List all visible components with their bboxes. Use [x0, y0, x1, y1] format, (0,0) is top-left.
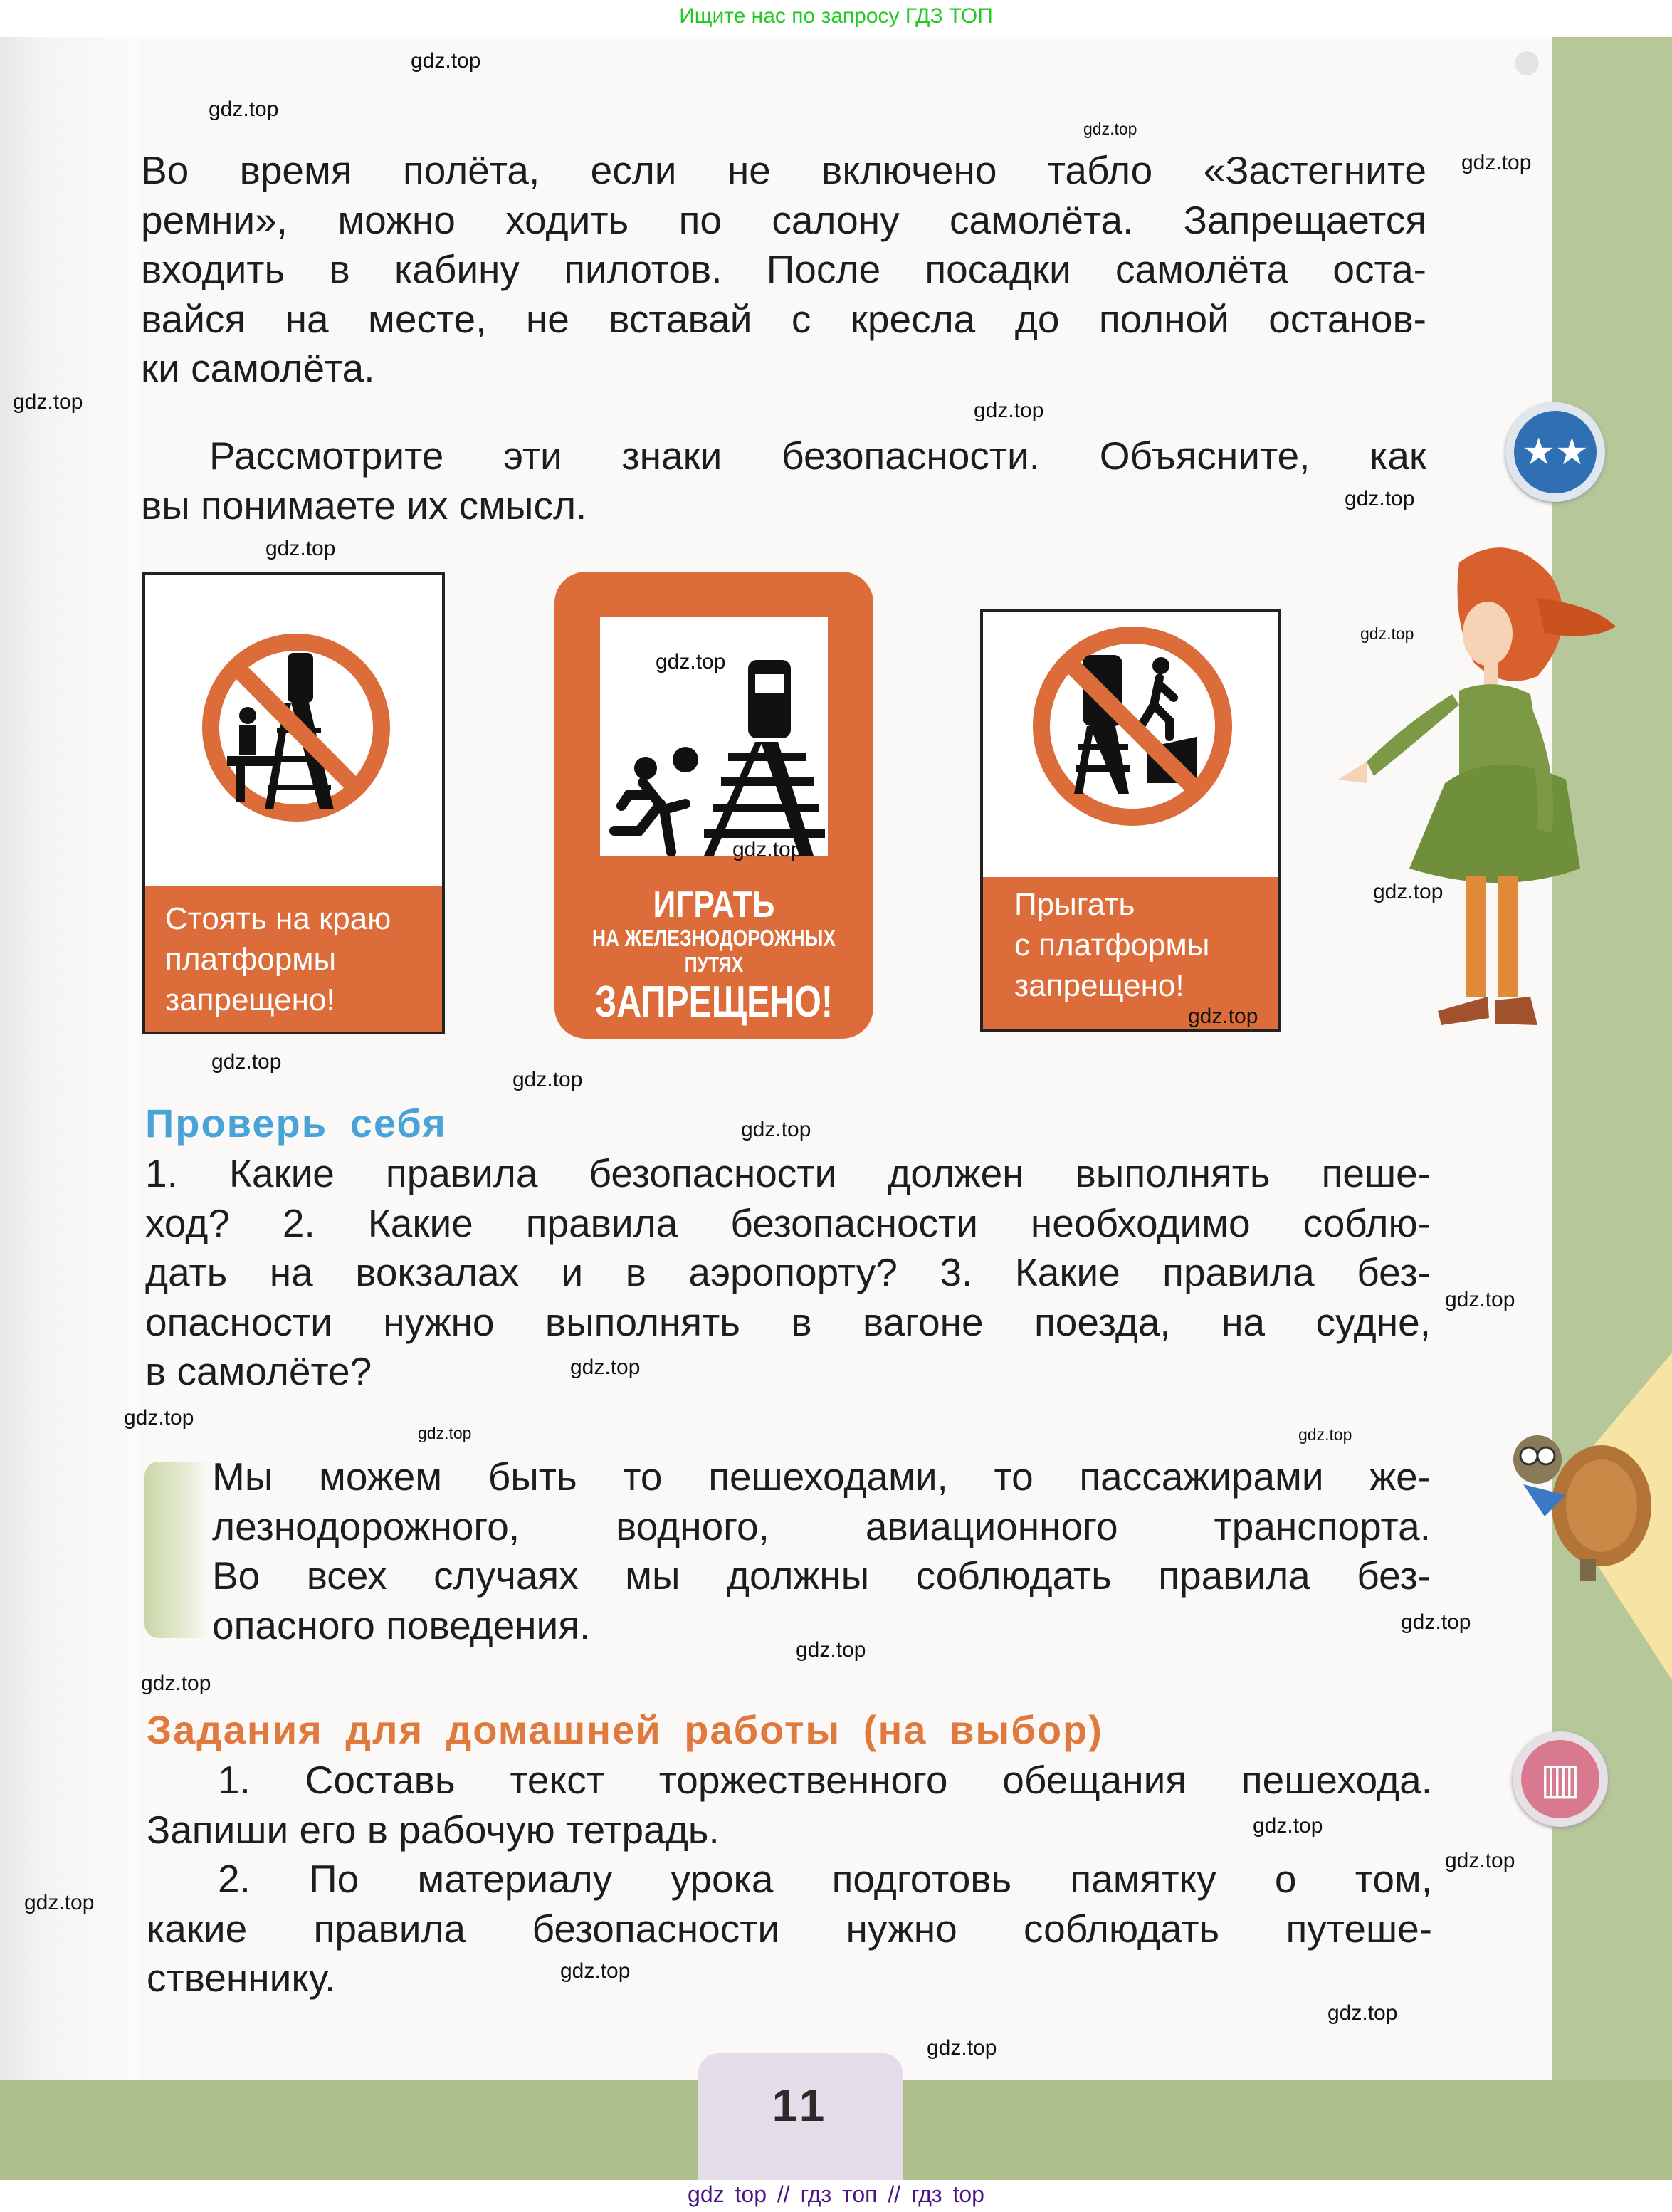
watermark: gdz.top [209, 98, 279, 121]
caption-line: запрещено! [1014, 968, 1184, 1003]
turtle-illustration [1466, 1353, 1672, 1709]
text-line: Во время полёта, если не включено табло «Застегните [141, 148, 1426, 192]
caption-line: ЗАПРЕЩЕНО! [594, 977, 834, 1027]
question-line: ход? 2. Какие правила безопасности необходимо соблю- [145, 1200, 1431, 1245]
watermark: gdz.top [124, 1406, 194, 1430]
watermark: gdz.top [13, 390, 83, 414]
watermark: gdz.top [1445, 1849, 1515, 1872]
sign-caption [165, 898, 391, 1020]
question-line: 1. Какие правила безопасности должен выполнять пеше- [145, 1151, 1431, 1195]
watermark: gdz.top [418, 1424, 472, 1442]
page-fold-shadow [0, 37, 139, 2080]
caption-line: ПУТЯХ [684, 952, 744, 977]
watermark: gdz.top [1327, 2001, 1398, 2025]
check-yourself-heading: Проверь себя [145, 1101, 447, 1146]
task-line: ственнику. [147, 1956, 336, 2000]
summary-line: опасного поведения. [212, 1603, 591, 1647]
workbook-button[interactable] [1513, 1731, 1608, 1827]
watermark: gdz.top [1345, 487, 1415, 510]
text-line: ки самолёта. [141, 346, 375, 390]
stars-icon: ★★ [1514, 411, 1597, 493]
safety-sign-tracks [554, 572, 873, 1039]
page-number: 11 [772, 2080, 829, 2131]
watermark: gdz.top [24, 1891, 95, 1914]
text-line: вы понимаете их смысл. [141, 483, 587, 528]
question-line: опасности нужно выполнять в вагоне поезда, на судне, [145, 1299, 1431, 1344]
watermark: gdz.top [974, 399, 1044, 422]
task-line: какие правила безопасности нужно соблюдать путеше- [147, 1906, 1432, 1951]
watermark: gdz.top [265, 537, 336, 560]
summary-line: лезнодорожного, водного, авиационного транспорта. [212, 1504, 1431, 1548]
watermark: gdz.top [411, 49, 481, 73]
caption-line: платформы [165, 942, 337, 977]
star-task-button[interactable] [1505, 402, 1605, 502]
no-standing-platform-edge-icon [145, 575, 442, 883]
watermark: gdz.top [570, 1356, 641, 1379]
watermark: gdz.top [560, 1959, 631, 1983]
summary-line: Мы можем быть то пешеходами, то пассажирами же- [212, 1454, 1431, 1499]
page-number-tab [698, 2053, 903, 2180]
watermark: gdz.top [1373, 880, 1444, 903]
task-line: 2. По материалу урока подготовь памятку о том, [218, 1857, 1432, 1901]
no-jumping-platform-icon [983, 612, 1278, 877]
margin-dot [1515, 51, 1539, 75]
watermark: gdz.top [796, 1638, 866, 1662]
watermark: gdz.top [741, 1118, 811, 1141]
sign-caption [1014, 884, 1209, 1006]
homework-heading: Задания для домашней работы (на выбор) [147, 1707, 1103, 1752]
caption-line: Прыгать [1014, 887, 1135, 922]
paragraph-airplane-rules [141, 146, 1426, 394]
caption-line: запрещено! [165, 982, 335, 1017]
watermark: gdz.top [141, 1672, 211, 1695]
footer-watermark: gdz top // гдз топ // гдз top [0, 2180, 1672, 2212]
watermark: gdz.top [927, 2036, 997, 2060]
text-line: входить в кабину пилотов. После посадки самолёта оста- [141, 247, 1426, 291]
watermark: gdz.top [1188, 1005, 1258, 1028]
task-line: 1. Составь текст торжественного обещания пешехода. [218, 1758, 1432, 1802]
book-icon: ▥ [1521, 1740, 1599, 1818]
summary-marker [144, 1462, 209, 1638]
watermark: gdz.top [512, 1068, 583, 1091]
watermark: gdz.top [1401, 1610, 1471, 1634]
watermark: gdz.top [1083, 120, 1137, 138]
safety-sign-jumping [980, 609, 1281, 1032]
caption-line: НА ЖЕЛЕЗНОДОРОЖНЫХ [591, 925, 836, 951]
task-line: Запиши его в рабочую тетрадь. [147, 1807, 720, 1852]
girl-illustration [1324, 534, 1630, 1054]
search-banner: Ищите нас по запросу ГДЗ ТОП [0, 0, 1672, 37]
watermark: gdz.top [1360, 624, 1414, 643]
safety-sign-platform-edge [142, 572, 445, 1034]
check-yourself-questions [145, 1149, 1431, 1397]
question-line: в самолёте? [145, 1349, 372, 1393]
paragraph-signs-task [141, 431, 1426, 530]
watermark: gdz.top [1445, 1288, 1515, 1311]
watermark: gdz.top [1461, 151, 1532, 174]
text-line: вайся на месте, не вставай с кресла до полной останов- [141, 296, 1426, 341]
watermark: gdz.top [732, 838, 803, 861]
text-line: ремни», можно ходить по салону самолёта. Запрещается [141, 197, 1426, 242]
summary-text [212, 1452, 1431, 1650]
text-line: Рассмотрите эти знаки безопасности. Объясните, как [209, 434, 1426, 478]
caption-line: ИГРАТЬ [653, 884, 775, 926]
caption-line: с платформы [1014, 928, 1210, 963]
homework-tasks [147, 1756, 1432, 2003]
watermark: gdz.top [1298, 1425, 1352, 1444]
watermark: gdz.top [1253, 1814, 1323, 1838]
watermark: gdz.top [211, 1050, 282, 1074]
sign-caption-area [145, 886, 442, 1032]
caption-line: Стоять на краю [165, 901, 391, 936]
question-line: дать на вокзалах и в аэропорту? 3. Какие правила без- [145, 1250, 1431, 1294]
watermark: gdz.top [656, 650, 726, 673]
summary-line: Во всех случаях мы должны соблюдать правила без- [212, 1553, 1431, 1598]
